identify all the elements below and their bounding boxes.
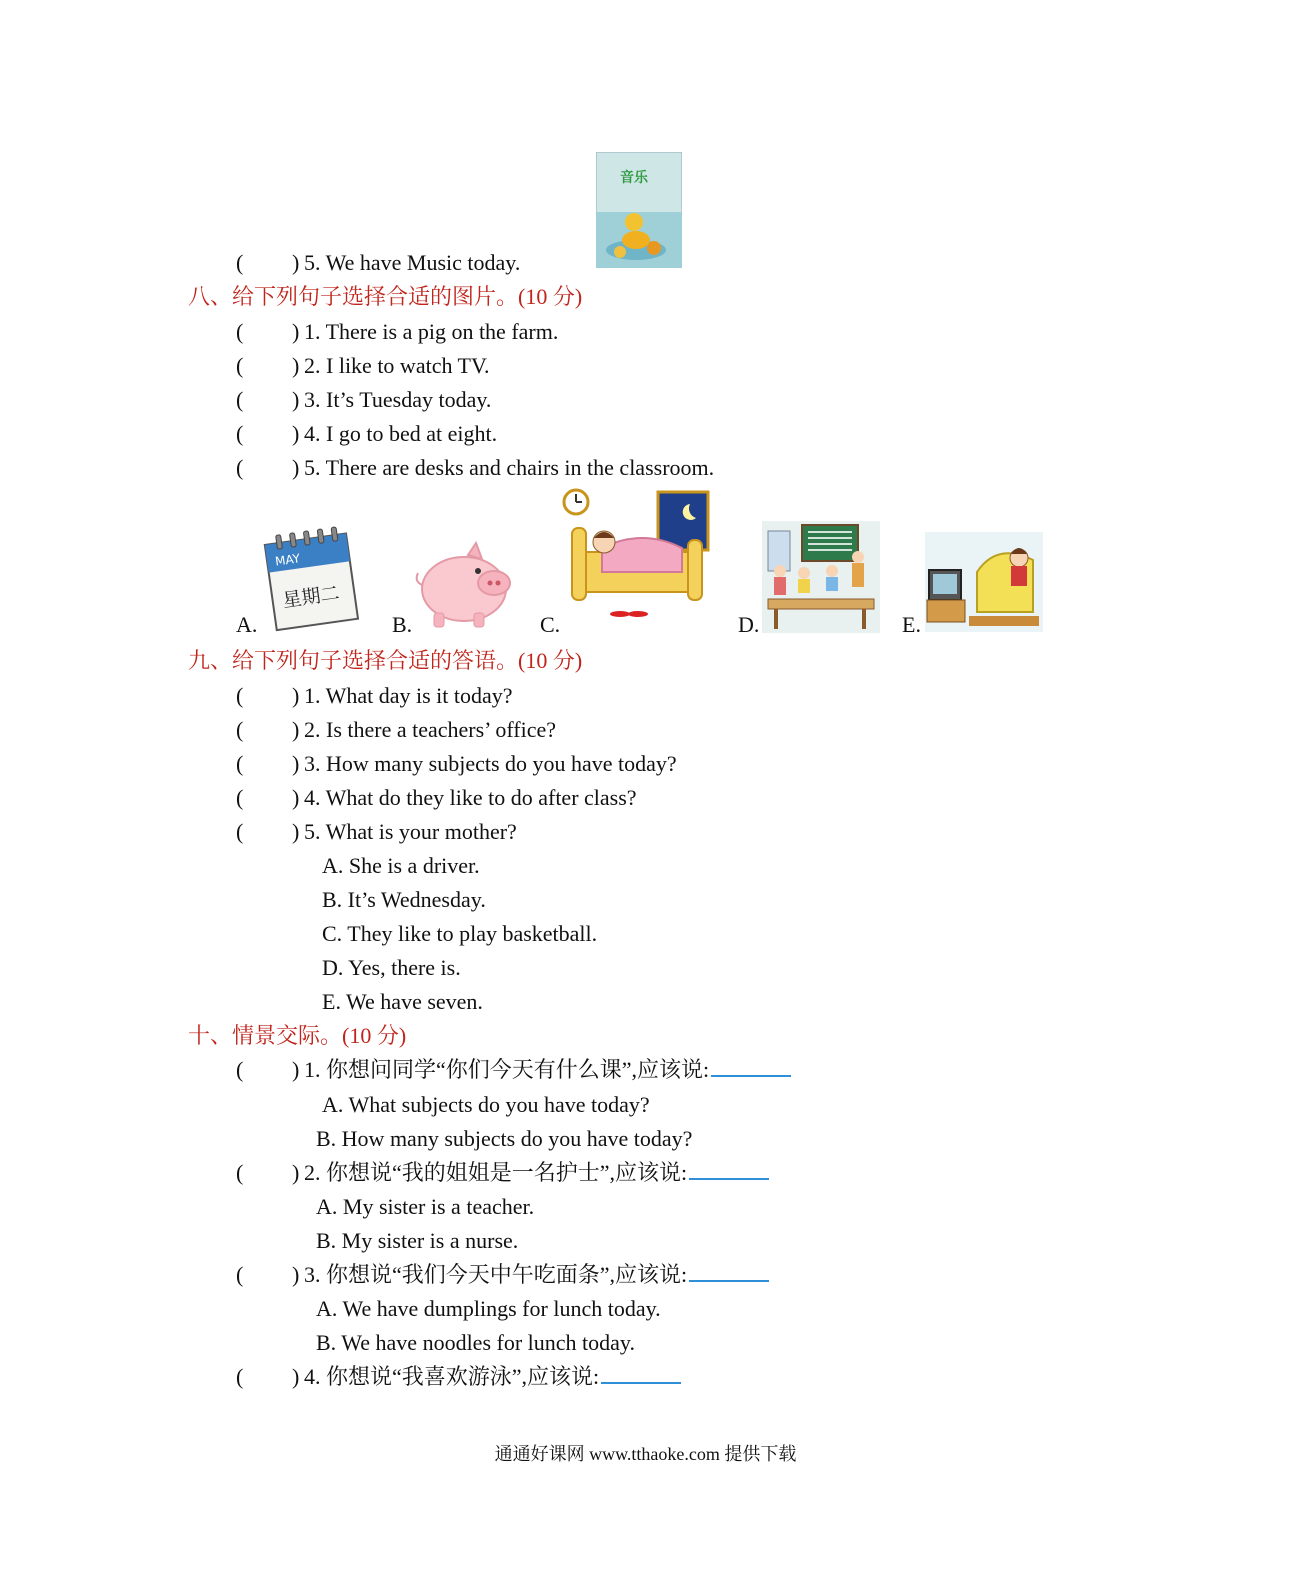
picture-label: C. (540, 612, 561, 637)
section9-title: 九、给下列句子选择合适的答语。(10 分) (188, 648, 583, 673)
question-item (236, 681, 936, 711)
question-text: 3. How many subjects do you have today? (304, 751, 677, 776)
classroom-icon (762, 521, 880, 633)
question-text: 1. There is a pig on the farm. (304, 319, 559, 344)
question-text: 5. There are desks and chairs in the classroom. (304, 455, 715, 480)
answer-paren-close: ) (292, 319, 300, 344)
choice-option: B. How many subjects do you have today? (316, 1126, 693, 1151)
question-text-wrap (304, 1158, 769, 1188)
question-item (236, 1362, 936, 1392)
answer-blank[interactable] (689, 1260, 769, 1282)
answer-paren-close: ) (292, 421, 300, 446)
music-item (236, 248, 656, 278)
answer-paren-open: ( (236, 455, 244, 480)
question-item (236, 317, 936, 347)
answer-paren-open: ( (236, 1364, 244, 1389)
question-item (236, 1260, 936, 1290)
question-text: 1. What day is it today? (304, 683, 513, 708)
picture-d (762, 521, 880, 633)
question-text: 3. 你想说“我们今天中午吃面条”,应该说: (304, 1262, 688, 1287)
choice-option: B. We have noodles for lunch today. (316, 1330, 635, 1355)
answer-paren-close: ) (292, 751, 300, 776)
answer-paren-open: ( (236, 1160, 244, 1185)
choice-option: B. My sister is a nurse. (316, 1228, 519, 1253)
answer-paren-open: ( (236, 421, 244, 446)
answer-paren-close: ) (292, 1057, 300, 1082)
answer-paren-close: ) (292, 785, 300, 810)
section8-title: 八、给下列句子选择合适的图片。(10 分) (188, 284, 583, 309)
picture-c (562, 488, 712, 618)
answer-paren-open: ( (236, 387, 244, 412)
picture-label: A. (236, 612, 258, 637)
question-text: 3. It’s Tuesday today. (304, 387, 492, 412)
question-text-wrap (304, 1055, 791, 1085)
answer-paren-open: ( (236, 250, 244, 275)
answer-paren-close: ) (292, 387, 300, 412)
section10-title: 十、情景交际。(10 分) (188, 1023, 407, 1048)
calendar-day: 星期二 (281, 582, 341, 612)
answer-paren-open: ( (236, 751, 244, 776)
answer-option: E. We have seven. (322, 989, 483, 1014)
calendar-icon (260, 525, 360, 633)
question-item (236, 715, 936, 745)
answer-paren-open: ( (236, 353, 244, 378)
question-text: 4. I go to bed at eight. (304, 421, 498, 446)
picture-b (412, 535, 514, 631)
answer-blank[interactable] (689, 1158, 769, 1180)
answer-paren-open: ( (236, 1262, 244, 1287)
answer-paren-open: ( (236, 1057, 244, 1082)
question-text: 5. We have Music today. (304, 250, 521, 275)
question-text: 5. What is your mother? (304, 819, 517, 844)
answer-paren-close: ) (292, 683, 300, 708)
question-item (236, 1055, 936, 1085)
music-book-title: 音乐 (620, 170, 648, 186)
question-text: 1. 你想问同学“你们今天有什么课”,应该说: (304, 1057, 710, 1082)
question-item (236, 1158, 936, 1188)
answer-paren-close: ) (292, 1262, 300, 1287)
answer-paren-close: ) (292, 1160, 300, 1185)
picture-label: D. (738, 612, 760, 637)
answer-paren-open: ( (236, 683, 244, 708)
answer-paren-close: ) (292, 250, 300, 275)
calendar-month: MAY (274, 551, 301, 569)
answer-paren-close: ) (292, 1364, 300, 1389)
choice-option: A. We have dumplings for lunch today. (316, 1296, 661, 1321)
page-footer: 通通好课网 www.tthaoke.com 提供下载 (494, 1444, 797, 1464)
answer-paren-open: ( (236, 785, 244, 810)
question-item (236, 385, 936, 415)
question-text: 4. 你想说“我喜欢游泳”,应该说: (304, 1364, 600, 1389)
question-item (236, 817, 936, 847)
question-text-wrap (304, 1260, 769, 1290)
answer-option: A. She is a driver. (322, 853, 480, 878)
pig-icon (412, 535, 514, 631)
answer-paren-open: ( (236, 717, 244, 742)
question-item (236, 783, 936, 813)
question-text: 2. Is there a teachers’ office? (304, 717, 557, 742)
answer-blank[interactable] (711, 1055, 791, 1077)
watching-tv-icon (925, 532, 1043, 632)
picture-label: B. (392, 612, 413, 637)
answer-paren-open: ( (236, 319, 244, 344)
picture-e (925, 532, 1043, 632)
answer-blank[interactable] (601, 1362, 681, 1384)
question-text: 2. I like to watch TV. (304, 353, 490, 378)
question-item (236, 749, 936, 779)
question-item (236, 453, 936, 483)
answer-option: B. It’s Wednesday. (322, 887, 486, 912)
answer-paren-close: ) (292, 353, 300, 378)
answer-paren-close: ) (292, 717, 300, 742)
picture-a (260, 525, 360, 633)
choice-option: A. My sister is a teacher. (316, 1194, 535, 1219)
question-item (236, 419, 936, 449)
answer-option: C. They like to play basketball. (322, 921, 598, 946)
question-text-wrap (304, 1362, 681, 1392)
answer-paren-close: ) (292, 455, 300, 480)
question-text: 4. What do they like to do after class? (304, 785, 637, 810)
picture-label: E. (902, 612, 921, 637)
answer-option: D. Yes, there is. (322, 955, 461, 980)
question-item (236, 351, 936, 381)
choice-option: A. What subjects do you have today? (322, 1092, 650, 1117)
answer-paren-open: ( (236, 819, 244, 844)
answer-paren-close: ) (292, 819, 300, 844)
question-text: 2. 你想说“我的姐姐是一名护士”,应该说: (304, 1160, 688, 1185)
bedtime-icon (562, 488, 712, 618)
